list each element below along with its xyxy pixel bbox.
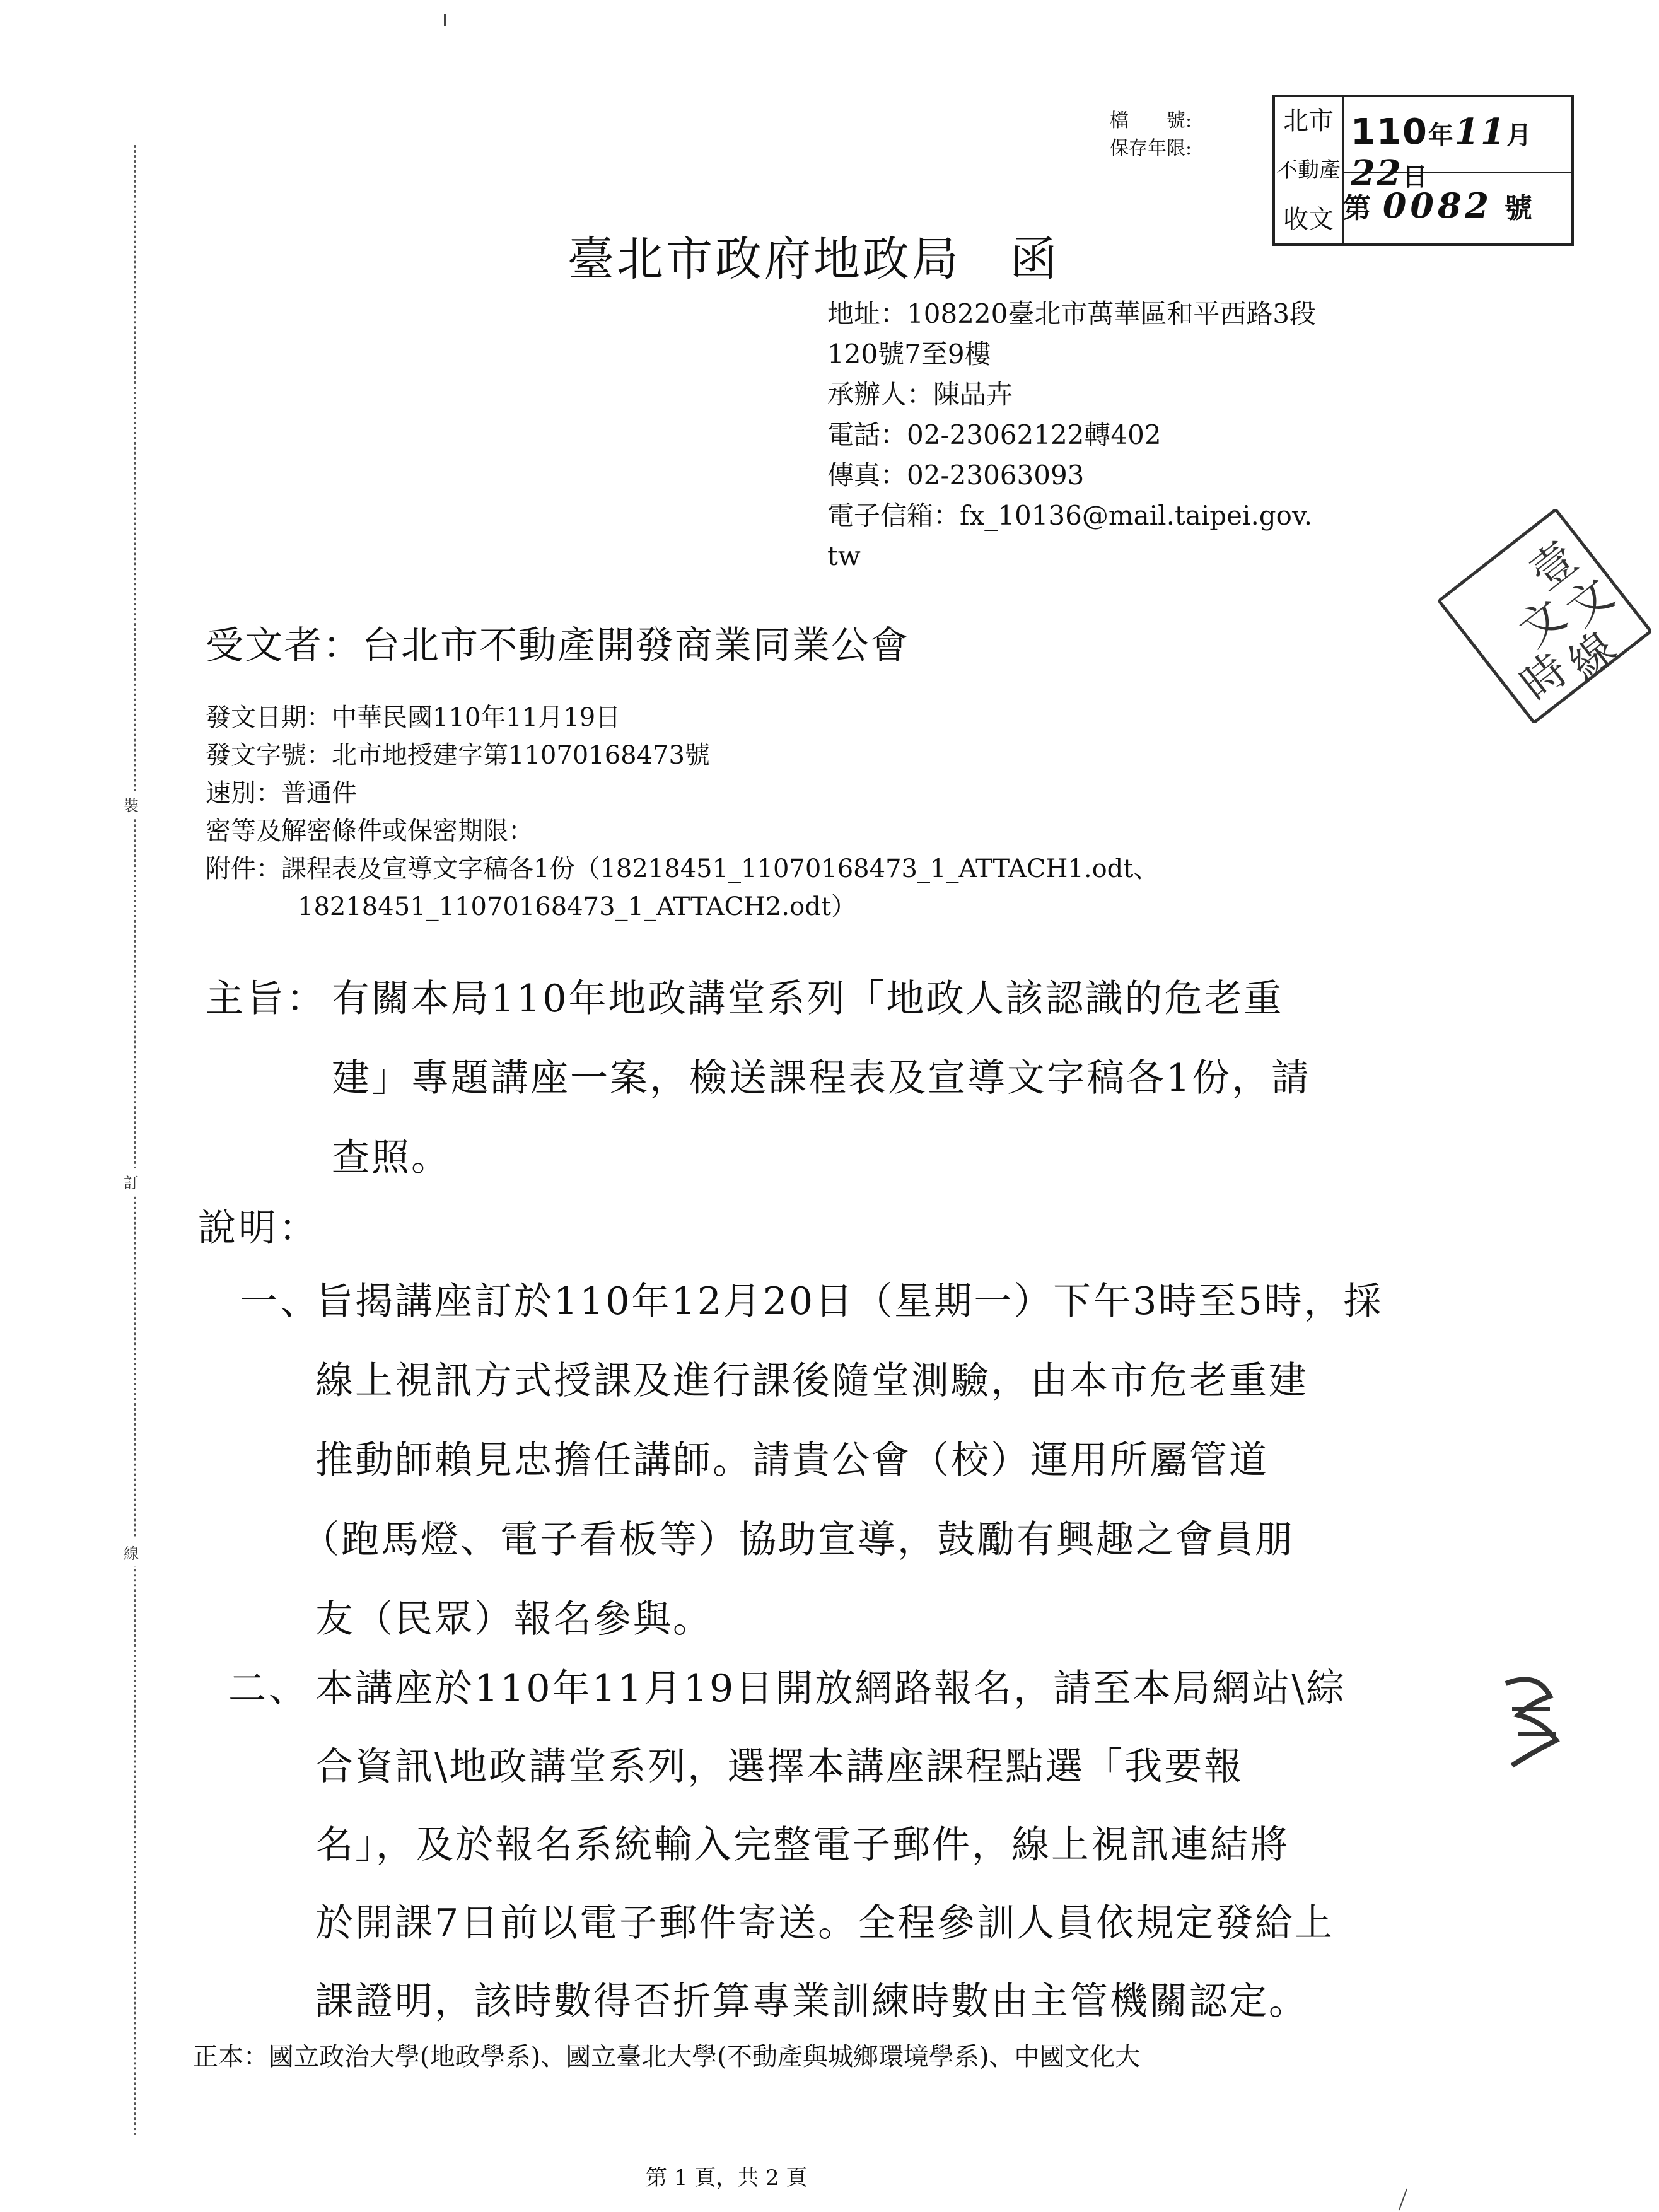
subject-line: 建」專題講座一案，檢送課程表及宣導文字稿各1份，請 [332,1056,1312,1100]
stamp-number-prefix: 第 [1343,192,1371,224]
scan-mark [444,14,446,26]
subject-line: 查照。 [332,1136,451,1180]
item-line: 合資訊\地政講堂系列，選擇本講座課程點選「我要報 [315,1745,1244,1789]
subject-line: 有關本局110年地政講堂系列「地政人該認識的危老重 [332,977,1284,1021]
binding-mark-xian: 線 [124,1539,139,1566]
document-title: 臺北市政府地政局 函 [568,232,1059,286]
officer: 承辦人：陳品卉 [827,379,1013,410]
stamp-number-hand: 0082 [1382,185,1493,226]
item-line: 名」，及於報名系統輸入完整電子郵件，線上視訊連結將 [315,1823,1289,1867]
page-footer: 第 1 頁，共 2 頁 [646,2165,808,2191]
binding-line [134,145,136,2138]
item-line: 線上視訊方式授課及進行課後隨堂測驗，由本市危老重建 [315,1359,1308,1403]
secrecy: 密等及解密條件或保密期限： [206,817,533,846]
retention-label: 保存年限: [1110,137,1192,160]
item-line: （跑馬燈、電子看板等）協助宣導，鼓勵有興趣之會員朋 [301,1518,1295,1562]
received-seal [1436,508,1653,725]
email-line-2: tw [827,540,861,571]
seal-glyph: 文 [1508,589,1576,657]
item-marker: 一、 [240,1279,320,1324]
fax: 傳真：02-23063093 [827,460,1085,491]
seal-glyph: 壹 [1520,532,1587,600]
attachment-line-2: 18218451_11070168473_1_ATTACH2.odt） [298,892,856,921]
item-line: 本講座於110年11月19日開放網路報名，請至本局網站\綜 [315,1667,1346,1711]
seal-glyph: 線 [1559,622,1626,690]
binding-mark-zhuang: 裝 [124,791,139,818]
binding-mark-ding: 訂 [124,1168,139,1195]
address-line-2: 120號7至9樓 [827,339,991,370]
subject-label: 主旨： [206,977,327,1021]
attachment-line-1: 附件：課程表及宣導文字稿各1份（18218451_11070168473_1_ATTACH1.odt、 [206,854,1159,883]
carbon-copy: 正本：國立政治大學(地政學系)、國立臺北大學(不動產與城鄉環境學系)、中國文化大 [193,2042,1141,2071]
contact-block [827,294,1316,576]
document-number: 發文字號：北市地授建字第11070168473號 [206,741,710,770]
phone: 電話：02-23062122轉402 [827,419,1161,450]
stamp-number [1343,185,1532,226]
speed: 速別：普通件 [206,779,357,808]
stamp-date-month: 11 [1454,111,1506,153]
receipt-stamp [1272,95,1574,246]
file-info [1110,107,1192,163]
item-line: 課證明，該時數得否折算專業訓練時數由主管機關認定。 [315,1979,1308,2023]
stamp-date [1351,111,1571,194]
seal-glyph: 文 [1556,568,1623,636]
file-number-label: 檔 號: [1110,110,1192,132]
item-line: 推動師賴見忠擔任講師。請貴公會（校）運用所屬管道 [315,1438,1269,1482]
email-line-1: 電子信箱：fx_10136@mail.taipei.gov. [827,500,1313,531]
stamp-date-day-char: 日 [1402,163,1429,192]
stamp-date-year-char: 年 [1428,121,1455,150]
explanation-label: 說明： [198,1206,319,1250]
stamp-number-suffix: 號 [1504,192,1532,224]
stamp-org-bottom: 收文 [1283,205,1334,234]
recipient: 受文者：台北市不動產開發商業同業公會 [206,624,909,668]
stamp-date-day: 22 [1351,153,1402,194]
seal-glyph: 時 [1511,643,1578,711]
stamp-org-mid: 不動產 [1276,158,1341,183]
stamp-org-top: 北市 [1283,107,1334,136]
item-line: 旨揭講座訂於110年12月20日（星期一）下午3時至5時，採 [315,1279,1383,1324]
item-marker: 二、 [228,1667,309,1711]
issue-date: 發文日期：中華民國110年11月19日 [206,703,621,732]
scan-mark [1399,2189,1407,2211]
stamp-date-month-char: 月 [1506,121,1533,150]
stamp-fragment-mark [1493,1671,1569,1772]
address-line-1: 地址：108220臺北市萬華區和平西路3段 [827,298,1317,329]
document-meta [206,699,1158,926]
item-line: 友（民眾）報名參與。 [315,1597,713,1641]
stamp-date-year: 110 [1351,112,1428,153]
item-line: 於開課7日前以電子郵件寄送。全程參訓人員依規定發給上 [315,1901,1335,1945]
